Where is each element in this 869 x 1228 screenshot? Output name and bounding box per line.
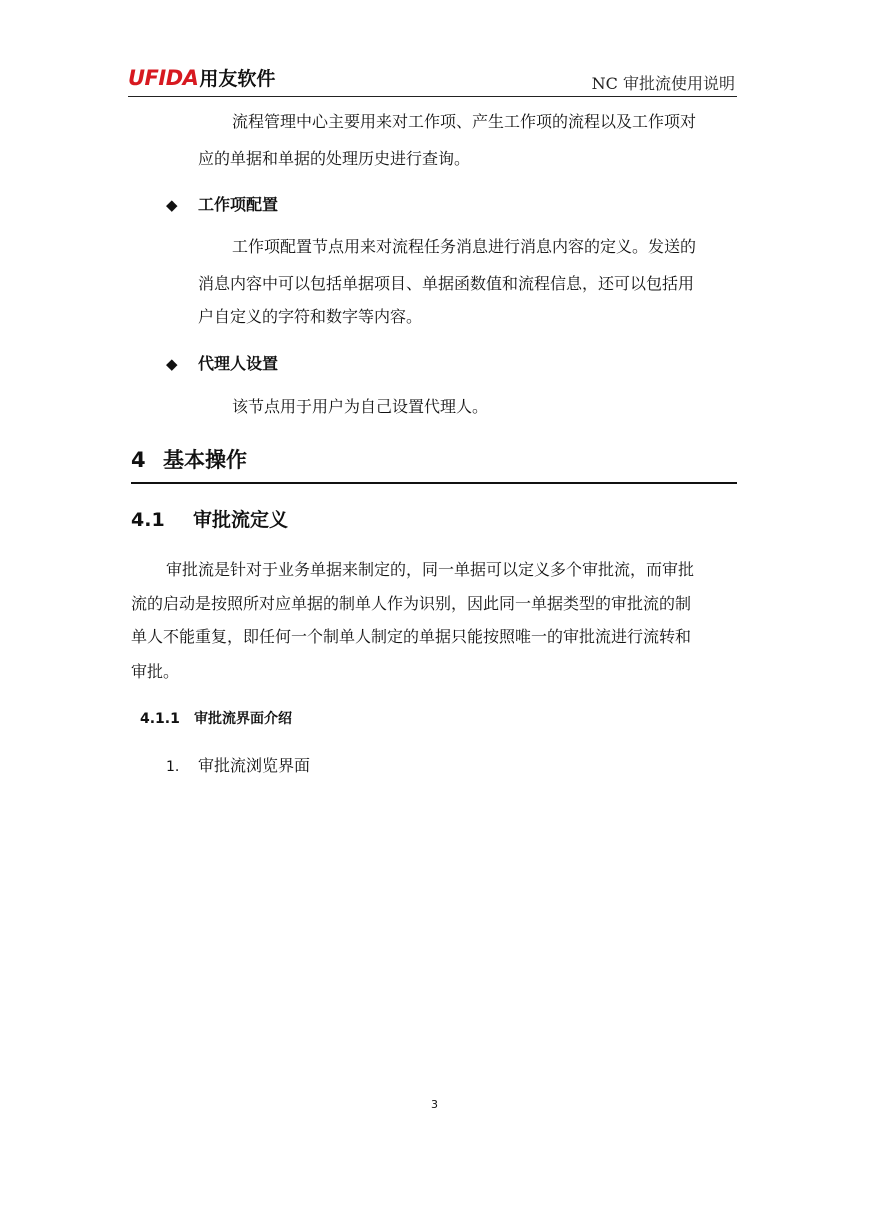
black-diamond-icon: ◆ [166, 355, 178, 373]
bullet-workitem-config [166, 192, 278, 215]
heading-level-2 [131, 505, 288, 532]
black-diamond-icon: ◆ [166, 196, 178, 214]
heading-text: 基本操作 [163, 448, 247, 472]
definition-paragraph-line-1: 审批流是针对于业务单据来制定的，同一单据可以定义多个审批流，而审批 [166, 560, 695, 579]
bullet-title: 代理人设置 [198, 354, 279, 373]
list-number: 1. [166, 759, 180, 775]
bullet-agent-setting [166, 351, 278, 374]
logo-english-text: UFIDA [128, 66, 199, 90]
agent-paragraph-line-1: 该节点用于用户为自己设置代理人。 [232, 397, 489, 416]
bullet-title: 工作项配置 [198, 195, 279, 214]
heading-text: 审批流界面介绍 [194, 711, 292, 727]
definition-paragraph-line-4: 审批。 [131, 662, 180, 681]
definition-paragraph-line-3: 单人不能重复，即任何一个制单人制定的单据只能按照唯一的审批流进行流转和 [131, 627, 692, 646]
intro-paragraph-line-2: 应的单据和单据的处理历史进行查询。 [198, 149, 471, 168]
list-text: 审批流浏览界面 [198, 756, 311, 775]
logo-chinese-text: 用友软件 [199, 68, 276, 90]
document-title: NC 审批流使用说明 [591, 74, 735, 93]
workitem-paragraph-line-3: 户自定义的字符和数字等内容。 [198, 307, 423, 326]
definition-paragraph-line-2: 流的启动是按照所对应单据的制单人作为识别，因此同一单据类型的审批流的制 [131, 594, 692, 613]
workitem-paragraph-line-1: 工作项配置节点用来对流程任务消息进行消息内容的定义。发送的 [232, 237, 697, 256]
heading-number: 4.1.1 [140, 711, 180, 727]
intro-paragraph-line-1: 流程管理中心主要用来对工作项、产生工作项的流程以及工作项对 [232, 112, 697, 131]
heading-number: 4 [131, 448, 146, 472]
heading-number: 4.1 [131, 509, 165, 531]
workitem-paragraph-line-2: 消息内容中可以包括单据项目、单据函数值和流程信息，还可以包括用 [198, 274, 695, 293]
heading-level-1 [131, 444, 737, 484]
numbered-list-item [166, 753, 310, 776]
page-header [128, 62, 737, 97]
heading-text: 审批流定义 [193, 509, 289, 531]
heading-level-3 [140, 708, 292, 728]
page-number: 3 [431, 1098, 438, 1111]
ufida-logo [128, 64, 275, 91]
